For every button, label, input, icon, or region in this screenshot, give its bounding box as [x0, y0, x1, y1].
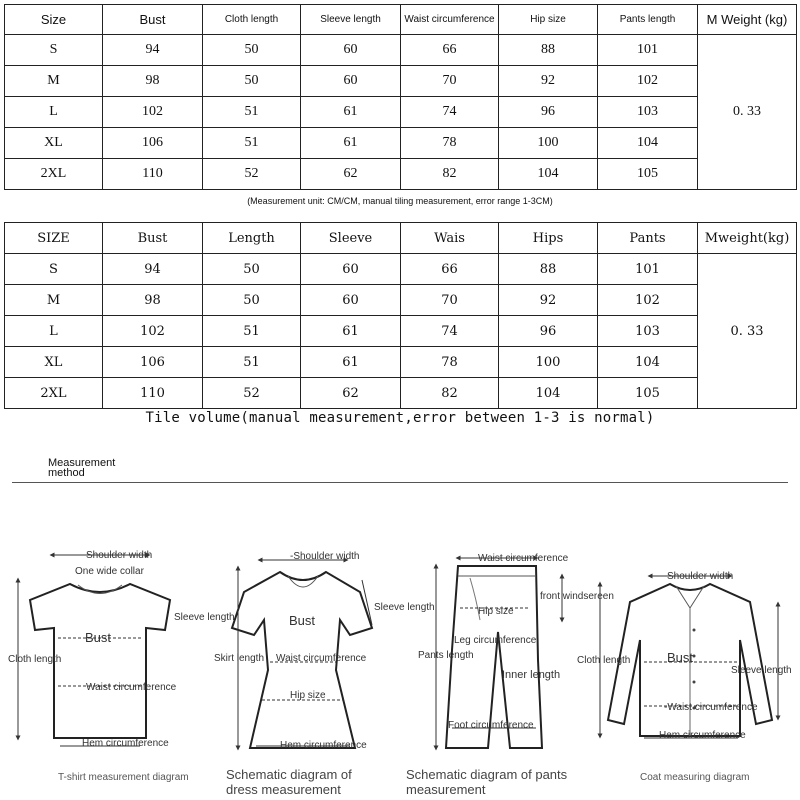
tshirt-length-label: Cloth length [8, 654, 62, 665]
dress-hip-label: Hip size [290, 690, 326, 701]
table-cell: 62 [301, 378, 401, 409]
table-cell: M [5, 285, 103, 316]
table-cell: 51 [203, 316, 301, 347]
table-row [5, 97, 797, 128]
dress-waist-label: Waist circumference [276, 653, 367, 664]
table-cell: 101 [598, 35, 698, 66]
pants-hip-label: Hip size [478, 606, 514, 617]
header-cell: Pants length [598, 5, 698, 35]
table-row [5, 378, 797, 409]
table-cell: 103 [598, 316, 698, 347]
table-cell: 52 [203, 378, 301, 409]
table-cell: L [5, 316, 103, 347]
table-cell: 102 [598, 285, 698, 316]
header-cell: Hip size [499, 5, 598, 35]
coat-caption: Coat measuring diagram [640, 772, 750, 783]
dress-caption-line-2: dress measurement [226, 782, 341, 797]
table-row [5, 35, 797, 66]
table-row [5, 159, 797, 190]
table-cell: 100 [499, 347, 598, 378]
header-cell: Mweight(kg) [698, 223, 797, 254]
table-cell: 88 [499, 254, 598, 285]
table-cell: 50 [203, 254, 301, 285]
table2-note: Tile volume(manual measurement,error between 1-3 is normal) [145, 410, 655, 426]
table-cell: 61 [301, 128, 401, 159]
table-cell: 62 [301, 159, 401, 190]
dress-shoulder-label: -Shoulder width [290, 551, 360, 562]
table-cell: 104 [499, 159, 598, 190]
pants-diagram [418, 553, 614, 748]
pants-leg-label: Leg circumference [454, 635, 537, 646]
table-cell: 102 [103, 316, 203, 347]
table-cell: 101 [598, 254, 698, 285]
weight-cell: 0. 33 [698, 35, 797, 190]
measurement-diagrams [0, 480, 800, 800]
coat-length-label: Cloth length [577, 655, 631, 666]
table-cell: 102 [598, 66, 698, 97]
header-cell: Bust [103, 5, 203, 35]
table-cell: 78 [401, 347, 499, 378]
table-cell: 105 [598, 378, 698, 409]
table-cell: 61 [301, 97, 401, 128]
dress-sleeve-label: Sleeve length [374, 602, 435, 613]
table-header-row [5, 223, 797, 254]
table-cell: 100 [499, 128, 598, 159]
table-cell: 96 [499, 316, 598, 347]
size-table-1 [4, 4, 797, 190]
pants-foot-label: Foot circumference [448, 720, 534, 731]
dress-bust-label: Bust [289, 613, 316, 628]
tshirt-shoulder-label: Shoulder width [86, 550, 153, 561]
table-cell: L [5, 97, 103, 128]
tshirt-caption: T-shirt measurement diagram [58, 772, 189, 783]
table-cell: 82 [401, 378, 499, 409]
table-cell: 88 [499, 35, 598, 66]
table-cell: 92 [499, 66, 598, 97]
coat-hem-label: Hem circumference [659, 730, 746, 741]
table-cell: 51 [203, 97, 301, 128]
table-cell: 110 [103, 378, 203, 409]
table-cell: 50 [203, 285, 301, 316]
table-cell: 92 [499, 285, 598, 316]
table-cell: 94 [103, 254, 203, 285]
header-cell: SIZE [5, 223, 103, 254]
table-cell: 110 [103, 159, 203, 190]
table-cell: 94 [103, 35, 203, 66]
table-cell: 78 [401, 128, 499, 159]
table-cell: 61 [301, 316, 401, 347]
tshirt-bust-label: Bust [85, 630, 112, 645]
pants-caption-line-1: Schematic diagram of pants [406, 767, 568, 782]
table-cell: 70 [401, 285, 499, 316]
table-cell: 51 [203, 347, 301, 378]
header-cell: Bust [103, 223, 203, 254]
table-cell: 60 [301, 66, 401, 97]
table-cell: 52 [203, 159, 301, 190]
table-cell: 50 [203, 66, 301, 97]
header-cell: Pants [598, 223, 698, 254]
header-cell: Cloth length [203, 5, 301, 35]
table-cell: 96 [499, 97, 598, 128]
table-row [5, 66, 797, 97]
method-line-2: method [48, 467, 85, 479]
table-header-row [5, 5, 797, 35]
table-row [5, 254, 797, 285]
coat-bust-label: Bust [667, 650, 694, 665]
table-cell: 51 [203, 128, 301, 159]
table-cell: 2XL [5, 378, 103, 409]
table-cell: 98 [103, 66, 203, 97]
tshirt-waist-label: Waist circumference [86, 682, 177, 693]
table-cell: 74 [401, 316, 499, 347]
tshirt-diagram [8, 550, 235, 749]
table-cell: 98 [103, 285, 203, 316]
size-table-2 [4, 222, 797, 409]
table-cell: 60 [301, 35, 401, 66]
table-cell: 106 [103, 347, 203, 378]
header-cell: Size [5, 5, 103, 35]
pants-length-label: Pants length [418, 650, 474, 661]
header-cell: Wais [401, 223, 499, 254]
pants-front-label: front windsereen [540, 591, 614, 602]
dress-caption-line-1: Schematic diagram of [226, 767, 352, 782]
table-cell: 60 [301, 285, 401, 316]
table-cell: 104 [598, 347, 698, 378]
table-cell: 82 [401, 159, 499, 190]
tshirt-hem-label: Hem circumference [82, 738, 169, 749]
table-cell: 61 [301, 347, 401, 378]
measurement-method-title [48, 458, 115, 478]
weight-cell: 0. 33 [698, 254, 797, 409]
table-cell: 105 [598, 159, 698, 190]
dress-caption [226, 767, 352, 797]
header-cell: Hips [499, 223, 598, 254]
table-cell: 66 [401, 35, 499, 66]
table-row [5, 316, 797, 347]
coat-waist-label: -Waist circumference [664, 702, 758, 713]
tshirt-collar-label: One wide collar [75, 566, 144, 577]
dress-skirt-label: Skirt length [214, 653, 265, 664]
header-cell: Waist circumference [401, 5, 499, 35]
table-cell: 74 [401, 97, 499, 128]
header-cell: Sleeve length [301, 5, 401, 35]
table-cell: 104 [499, 378, 598, 409]
table-cell: 50 [203, 35, 301, 66]
table-cell: M [5, 66, 103, 97]
table-cell: S [5, 35, 103, 66]
header-cell: Sleeve [301, 223, 401, 254]
table-cell: S [5, 254, 103, 285]
pants-caption-line-2: measurement [406, 782, 486, 797]
table-cell: XL [5, 347, 103, 378]
table-cell: 2XL [5, 159, 103, 190]
pants-inner-label: Inner length [502, 669, 561, 681]
pants-caption [406, 767, 567, 797]
header-cell: Length [203, 223, 301, 254]
method-line-1: Measurement [48, 457, 116, 469]
coat-sleeve-label: Sleeve length [731, 665, 792, 676]
table-row [5, 128, 797, 159]
pants-waist-label: Waist circumference [478, 553, 569, 564]
coat-shoulder-label: Shoulder width [667, 571, 734, 582]
table-cell: 70 [401, 66, 499, 97]
table-cell: 103 [598, 97, 698, 128]
table-row [5, 285, 797, 316]
dress-hem-label: Hem circumference [280, 740, 367, 751]
table1-note: (Measurement unit: CM/CM, manual tiling measurement, error range 1-3CM) [247, 196, 553, 206]
table-cell: 106 [103, 128, 203, 159]
table-cell: XL [5, 128, 103, 159]
table-cell: 66 [401, 254, 499, 285]
table-cell: 104 [598, 128, 698, 159]
table-row [5, 347, 797, 378]
table-cell: 102 [103, 97, 203, 128]
dress-diagram [214, 551, 435, 751]
tshirt-sleeve-label: Sleeve length [174, 612, 235, 623]
header-cell: M Weight (kg) [698, 5, 797, 35]
table-cell: 60 [301, 254, 401, 285]
